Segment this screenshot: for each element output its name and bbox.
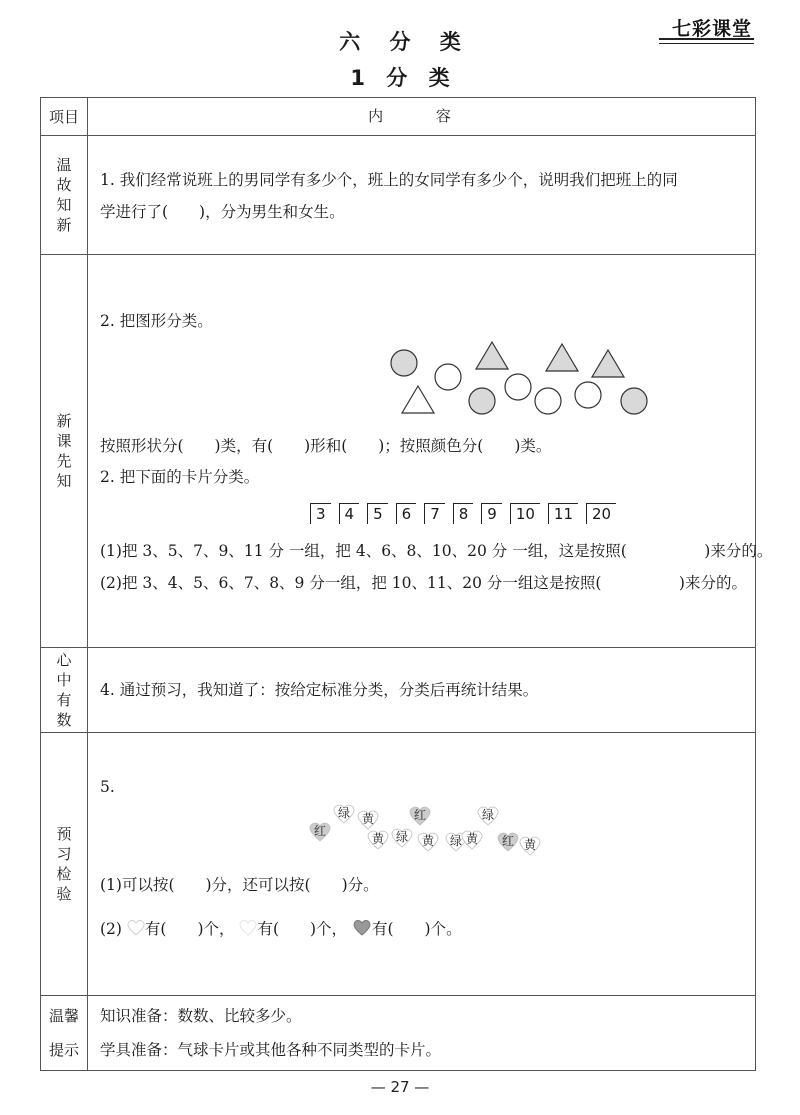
number-card: 3: [310, 503, 331, 524]
header-item-cell: [41, 98, 88, 136]
number-card: 9: [481, 503, 502, 524]
circle-shape: [391, 350, 417, 376]
balloon-label: 黄: [523, 838, 537, 852]
q2-title: 2. 把图形分类。: [100, 312, 213, 330]
q4-text: 4. 通过预习，我知道了：按给定标准分类，分类后再统计结果。: [100, 681, 539, 699]
balloon-label: 红: [501, 834, 515, 848]
header-content-cell: [88, 98, 756, 136]
light-balloon-icon: [239, 919, 257, 937]
tip-knowledge: 知识准备：数数、比较多少。: [100, 1007, 302, 1025]
chapter-title: 六 分 类: [339, 30, 461, 54]
review-content-cell: [88, 136, 756, 255]
balloon-label: 红: [313, 824, 327, 838]
balloon-label: 黄: [371, 832, 385, 846]
balloon-label: 黄: [465, 832, 479, 846]
q2-answer: 按照形状分( )类，有( )形和( )；按照颜色分( )类。: [100, 437, 552, 455]
in-mind-label: 心中有数: [56, 651, 72, 729]
tips-label-line1: 温馨: [48, 1007, 79, 1025]
q1-line1: 1. 我们经常说班上的男同学有多少个，班上的女同学有多少个，说明我们把班上的同: [100, 171, 678, 189]
number-card: 10: [510, 503, 540, 524]
triangle-shape: [546, 344, 578, 371]
q5-sub2-prefix: (2): [100, 920, 122, 938]
balloon-card: [392, 829, 412, 847]
new-knowledge-content-cell: [88, 255, 773, 648]
tips-content-cell: [88, 996, 756, 1071]
balloon-card: [334, 805, 354, 823]
balloon-card: [520, 837, 540, 855]
worksheet-table: [40, 97, 773, 1071]
circle-shape: [469, 388, 495, 414]
balloon-label: 绿: [337, 806, 351, 820]
balloon-card: [368, 831, 388, 849]
balloon-card: [358, 811, 378, 829]
triangle-shape: [592, 350, 624, 377]
preview-check-label: 预习检验: [56, 825, 72, 903]
balloon-label: 绿: [395, 830, 409, 844]
number-card: 20: [586, 503, 616, 524]
number-card: 5: [367, 503, 388, 524]
tip-tools: 学具准备：气球卡片或其他各种不同类型的卡片。: [100, 1041, 442, 1059]
q5-sub2-a: 有( )个，: [144, 920, 235, 938]
review-label: 温故知新: [56, 156, 72, 234]
number-cards: [310, 503, 624, 524]
number-card: 6: [396, 503, 417, 524]
number-card: 8: [453, 503, 474, 524]
white-balloon-icon: [127, 919, 145, 937]
review-label-cell: [41, 136, 88, 255]
new-knowledge-label-cell: [41, 255, 88, 648]
triangle-shape: [476, 342, 508, 369]
tips-label-cell: [41, 996, 88, 1071]
balloon-label: 黄: [421, 834, 435, 848]
q3-sub2: (2)把 3、4、5、6、7、8、9 分一组，把 10、11、20 分一组这是按照( )来分的。: [100, 574, 747, 592]
q1-line2: 学进行了( )，分为男生和女生。: [100, 203, 345, 221]
circle-shape: [575, 382, 601, 408]
q3-sub1: (1)把 3、5、7、9、11 分 一组，把 4、6、8、10、20 分 一组，这是按照( )来分的。: [100, 542, 773, 560]
q5-sub2-c: 有( )个。: [372, 920, 462, 938]
q5-sub2: [100, 919, 462, 939]
brand-logo: 七彩课堂: [671, 18, 752, 40]
circle-shape: [505, 374, 531, 400]
balloon-card: [462, 831, 482, 849]
balloon-label: 绿: [449, 834, 463, 848]
header-content-label: 内 容: [368, 107, 475, 125]
number-card: 11: [548, 503, 578, 524]
circle-shape: [621, 388, 647, 414]
q3-title: 2. 把下面的卡片分类。: [100, 468, 260, 486]
balloon-label: 红: [413, 808, 427, 822]
new-knowledge-label: 新课先知: [56, 412, 72, 490]
page-number: — 27 —: [370, 1078, 430, 1096]
balloon-card: [418, 833, 438, 851]
circle-shape: [535, 388, 561, 414]
balloon-card: [478, 807, 498, 825]
in-mind-content-cell: [88, 648, 756, 733]
triangle-shape: [402, 386, 434, 413]
q5-sub2-b: 有( )个，: [257, 920, 348, 938]
preview-check-content-cell: [88, 733, 756, 996]
gray-balloon-icon: [352, 919, 372, 937]
balloon-card: [410, 807, 430, 825]
q5-sub1: (1)可以按( )分，还可以按( )分。: [100, 876, 379, 894]
balloon-card: [498, 833, 518, 851]
balloon-cards-figure: [298, 793, 558, 863]
shapes-figure: [378, 335, 658, 425]
header-item-label: 项目: [48, 107, 79, 126]
tips-label-line2: 提示: [48, 1041, 79, 1059]
preview-check-label-cell: [41, 733, 88, 996]
balloon-label: 绿: [481, 808, 495, 822]
in-mind-label-cell: [41, 648, 88, 733]
section-title: 1 分 类: [350, 66, 450, 90]
balloon-card: [310, 823, 330, 841]
circle-shape: [435, 364, 461, 390]
balloon-label: 黄: [361, 812, 375, 826]
number-card: 4: [339, 503, 360, 524]
q5-title: 5.: [100, 778, 115, 796]
number-card: 7: [424, 503, 445, 524]
